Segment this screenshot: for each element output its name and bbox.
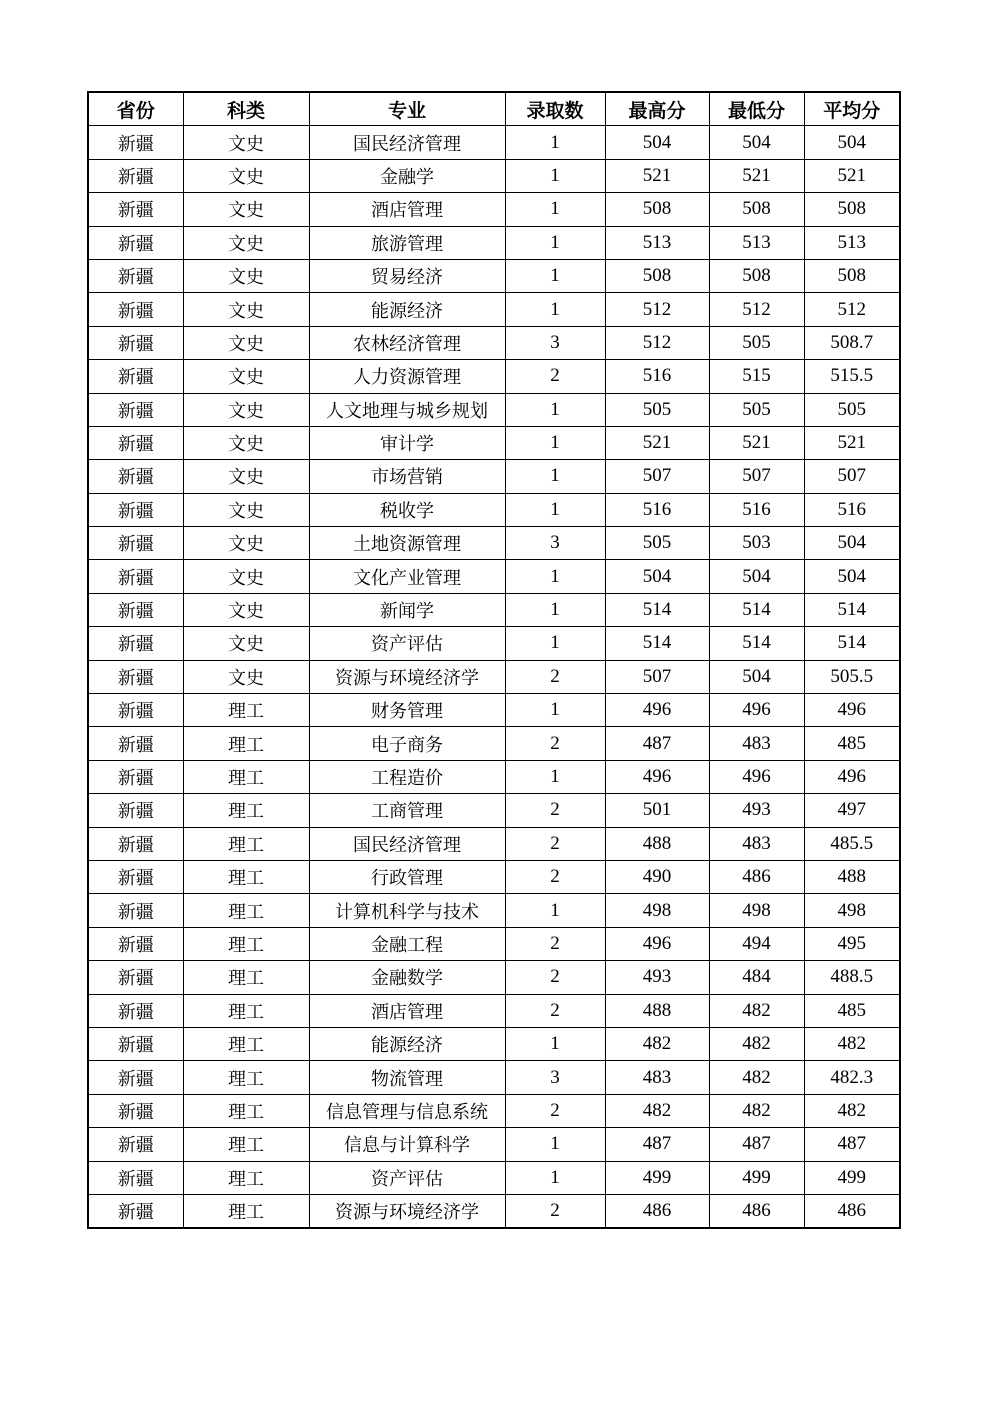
table-row — [88, 1194, 900, 1228]
max-score-cell: 488 — [605, 827, 709, 860]
max-score-cell: 504 — [605, 560, 709, 593]
admitted-count-cell: 2 — [505, 1194, 605, 1228]
max-score-cell: 516 — [605, 493, 709, 526]
admitted-count-cell: 3 — [505, 326, 605, 359]
major-cell: 金融学 — [309, 159, 505, 192]
min-score-cell: 508 — [709, 259, 804, 292]
max-score-cell: 508 — [605, 193, 709, 226]
major-cell: 国民经济管理 — [309, 126, 505, 159]
major-cell: 工程造价 — [309, 760, 505, 793]
category-cell: 文史 — [183, 360, 309, 393]
max-score-cell: 483 — [605, 1061, 709, 1094]
major-cell: 物流管理 — [309, 1061, 505, 1094]
category-cell: 文史 — [183, 126, 309, 159]
admission-score-table — [87, 91, 901, 1229]
major-cell: 新闻学 — [309, 593, 505, 626]
province-cell: 新疆 — [88, 1061, 183, 1094]
admitted-count-cell: 1 — [505, 126, 605, 159]
header-province: 省份 — [88, 92, 183, 126]
avg-score-cell: 514 — [804, 627, 900, 660]
province-cell: 新疆 — [88, 1194, 183, 1228]
admitted-count-cell: 1 — [505, 393, 605, 426]
major-cell: 资源与环境经济学 — [309, 1194, 505, 1228]
category-cell: 理工 — [183, 1061, 309, 1094]
admitted-count-cell: 2 — [505, 994, 605, 1027]
admitted-count-cell: 3 — [505, 527, 605, 560]
table-row — [88, 126, 900, 159]
max-score-cell: 514 — [605, 627, 709, 660]
category-cell: 理工 — [183, 961, 309, 994]
category-cell: 文史 — [183, 493, 309, 526]
max-score-cell: 513 — [605, 226, 709, 259]
min-score-cell: 508 — [709, 193, 804, 226]
table-row — [88, 794, 900, 827]
category-cell: 理工 — [183, 794, 309, 827]
province-cell: 新疆 — [88, 126, 183, 159]
major-cell: 税收学 — [309, 493, 505, 526]
province-cell: 新疆 — [88, 293, 183, 326]
avg-score-cell: 507 — [804, 460, 900, 493]
max-score-cell: 507 — [605, 660, 709, 693]
major-cell: 金融数学 — [309, 961, 505, 994]
category-cell: 文史 — [183, 660, 309, 693]
avg-score-cell: 496 — [804, 694, 900, 727]
major-cell: 行政管理 — [309, 860, 505, 893]
province-cell: 新疆 — [88, 226, 183, 259]
table-row — [88, 694, 900, 727]
table-row — [88, 1061, 900, 1094]
min-score-cell: 514 — [709, 627, 804, 660]
avg-score-cell: 497 — [804, 794, 900, 827]
major-cell: 文化产业管理 — [309, 560, 505, 593]
header-max-score: 最高分 — [605, 92, 709, 126]
province-cell: 新疆 — [88, 193, 183, 226]
province-cell: 新疆 — [88, 493, 183, 526]
table-row — [88, 460, 900, 493]
avg-score-cell: 521 — [804, 426, 900, 459]
province-cell: 新疆 — [88, 627, 183, 660]
province-cell: 新疆 — [88, 1094, 183, 1127]
max-score-cell: 496 — [605, 694, 709, 727]
category-cell: 文史 — [183, 193, 309, 226]
table-row — [88, 1161, 900, 1194]
avg-score-cell: 504 — [804, 126, 900, 159]
header-admitted-count: 录取数 — [505, 92, 605, 126]
province-cell: 新疆 — [88, 894, 183, 927]
min-score-cell: 498 — [709, 894, 804, 927]
table-row — [88, 293, 900, 326]
avg-score-cell: 487 — [804, 1128, 900, 1161]
admitted-count-cell: 1 — [505, 1161, 605, 1194]
avg-score-cell: 504 — [804, 560, 900, 593]
table-row — [88, 727, 900, 760]
category-cell: 文史 — [183, 393, 309, 426]
max-score-cell: 496 — [605, 760, 709, 793]
max-score-cell: 482 — [605, 1027, 709, 1060]
header-row — [88, 92, 900, 126]
min-score-cell: 487 — [709, 1128, 804, 1161]
avg-score-cell: 508.7 — [804, 326, 900, 359]
major-cell: 资源与环境经济学 — [309, 660, 505, 693]
avg-score-cell: 521 — [804, 159, 900, 192]
major-cell: 资产评估 — [309, 627, 505, 660]
avg-score-cell: 513 — [804, 226, 900, 259]
table-row — [88, 1027, 900, 1060]
table-row — [88, 927, 900, 960]
admitted-count-cell: 1 — [505, 259, 605, 292]
category-cell: 文史 — [183, 226, 309, 259]
admitted-count-cell: 1 — [505, 760, 605, 793]
avg-score-cell: 485 — [804, 727, 900, 760]
category-cell: 文史 — [183, 627, 309, 660]
province-cell: 新疆 — [88, 460, 183, 493]
min-score-cell: 503 — [709, 527, 804, 560]
max-score-cell: 505 — [605, 393, 709, 426]
province-cell: 新疆 — [88, 994, 183, 1027]
category-cell: 理工 — [183, 727, 309, 760]
table-row — [88, 326, 900, 359]
province-cell: 新疆 — [88, 159, 183, 192]
province-cell: 新疆 — [88, 560, 183, 593]
province-cell: 新疆 — [88, 360, 183, 393]
avg-score-cell: 488.5 — [804, 961, 900, 994]
category-cell: 文史 — [183, 460, 309, 493]
avg-score-cell: 515.5 — [804, 360, 900, 393]
avg-score-cell: 485 — [804, 994, 900, 1027]
header-category: 科类 — [183, 92, 309, 126]
max-score-cell: 486 — [605, 1194, 709, 1228]
avg-score-cell: 495 — [804, 927, 900, 960]
admitted-count-cell: 2 — [505, 961, 605, 994]
max-score-cell: 512 — [605, 293, 709, 326]
category-cell: 理工 — [183, 994, 309, 1027]
min-score-cell: 496 — [709, 760, 804, 793]
max-score-cell: 514 — [605, 593, 709, 626]
min-score-cell: 505 — [709, 326, 804, 359]
max-score-cell: 482 — [605, 1094, 709, 1127]
province-cell: 新疆 — [88, 1161, 183, 1194]
category-cell: 理工 — [183, 860, 309, 893]
province-cell: 新疆 — [88, 727, 183, 760]
avg-score-cell: 504 — [804, 527, 900, 560]
max-score-cell: 516 — [605, 360, 709, 393]
min-score-cell: 483 — [709, 827, 804, 860]
header-avg-score: 平均分 — [804, 92, 900, 126]
admitted-count-cell: 1 — [505, 627, 605, 660]
admitted-count-cell: 1 — [505, 1128, 605, 1161]
major-cell: 旅游管理 — [309, 226, 505, 259]
admitted-count-cell: 2 — [505, 927, 605, 960]
major-cell: 计算机科学与技术 — [309, 894, 505, 927]
avg-score-cell: 486 — [804, 1194, 900, 1228]
category-cell: 文史 — [183, 293, 309, 326]
province-cell: 新疆 — [88, 593, 183, 626]
major-cell: 人文地理与城乡规划 — [309, 393, 505, 426]
min-score-cell: 513 — [709, 226, 804, 259]
table-row — [88, 393, 900, 426]
min-score-cell: 493 — [709, 794, 804, 827]
table-row — [88, 894, 900, 927]
province-cell: 新疆 — [88, 1128, 183, 1161]
province-cell: 新疆 — [88, 326, 183, 359]
admitted-count-cell: 1 — [505, 460, 605, 493]
province-cell: 新疆 — [88, 393, 183, 426]
avg-score-cell: 482 — [804, 1027, 900, 1060]
category-cell: 文史 — [183, 527, 309, 560]
province-cell: 新疆 — [88, 927, 183, 960]
province-cell: 新疆 — [88, 961, 183, 994]
province-cell: 新疆 — [88, 426, 183, 459]
max-score-cell: 487 — [605, 1128, 709, 1161]
table-row — [88, 860, 900, 893]
admitted-count-cell: 3 — [505, 1061, 605, 1094]
max-score-cell: 507 — [605, 460, 709, 493]
min-score-cell: 504 — [709, 126, 804, 159]
avg-score-cell: 514 — [804, 593, 900, 626]
admitted-count-cell: 1 — [505, 293, 605, 326]
major-cell: 资产评估 — [309, 1161, 505, 1194]
table-body — [88, 126, 900, 1228]
category-cell: 文史 — [183, 259, 309, 292]
min-score-cell: 499 — [709, 1161, 804, 1194]
table-row — [88, 159, 900, 192]
admitted-count-cell: 2 — [505, 360, 605, 393]
province-cell: 新疆 — [88, 694, 183, 727]
min-score-cell: 482 — [709, 994, 804, 1027]
table-row — [88, 593, 900, 626]
category-cell: 理工 — [183, 894, 309, 927]
max-score-cell: 498 — [605, 894, 709, 927]
min-score-cell: 505 — [709, 393, 804, 426]
major-cell: 市场营销 — [309, 460, 505, 493]
avg-score-cell: 512 — [804, 293, 900, 326]
avg-score-cell: 505.5 — [804, 660, 900, 693]
major-cell: 能源经济 — [309, 293, 505, 326]
category-cell: 理工 — [183, 927, 309, 960]
max-score-cell: 496 — [605, 927, 709, 960]
province-cell: 新疆 — [88, 259, 183, 292]
table-row — [88, 226, 900, 259]
avg-score-cell: 516 — [804, 493, 900, 526]
max-score-cell: 521 — [605, 159, 709, 192]
min-score-cell: 482 — [709, 1094, 804, 1127]
category-cell: 理工 — [183, 1194, 309, 1228]
admitted-count-cell: 1 — [505, 193, 605, 226]
major-cell: 能源经济 — [309, 1027, 505, 1060]
admitted-count-cell: 2 — [505, 727, 605, 760]
province-cell: 新疆 — [88, 760, 183, 793]
major-cell: 信息管理与信息系统 — [309, 1094, 505, 1127]
min-score-cell: 486 — [709, 1194, 804, 1228]
min-score-cell: 521 — [709, 159, 804, 192]
major-cell: 酒店管理 — [309, 994, 505, 1027]
major-cell: 信息与计算科学 — [309, 1128, 505, 1161]
table-row — [88, 827, 900, 860]
max-score-cell: 499 — [605, 1161, 709, 1194]
province-cell: 新疆 — [88, 1027, 183, 1060]
min-score-cell: 507 — [709, 460, 804, 493]
major-cell: 土地资源管理 — [309, 527, 505, 560]
admission-table-container — [87, 91, 899, 1229]
table-row — [88, 360, 900, 393]
min-score-cell: 504 — [709, 660, 804, 693]
admitted-count-cell: 2 — [505, 1094, 605, 1127]
max-score-cell: 505 — [605, 527, 709, 560]
admitted-count-cell: 1 — [505, 226, 605, 259]
category-cell: 文史 — [183, 159, 309, 192]
admitted-count-cell: 1 — [505, 593, 605, 626]
min-score-cell: 516 — [709, 493, 804, 526]
category-cell: 理工 — [183, 1161, 309, 1194]
table-row — [88, 961, 900, 994]
avg-score-cell: 485.5 — [804, 827, 900, 860]
major-cell: 电子商务 — [309, 727, 505, 760]
table-row — [88, 760, 900, 793]
admitted-count-cell: 2 — [505, 794, 605, 827]
admitted-count-cell: 1 — [505, 894, 605, 927]
min-score-cell: 482 — [709, 1027, 804, 1060]
category-cell: 文史 — [183, 593, 309, 626]
category-cell: 理工 — [183, 1128, 309, 1161]
max-score-cell: 501 — [605, 794, 709, 827]
major-cell: 人力资源管理 — [309, 360, 505, 393]
max-score-cell: 487 — [605, 727, 709, 760]
major-cell: 金融工程 — [309, 927, 505, 960]
major-cell: 农林经济管理 — [309, 326, 505, 359]
max-score-cell: 521 — [605, 426, 709, 459]
max-score-cell: 504 — [605, 126, 709, 159]
max-score-cell: 490 — [605, 860, 709, 893]
table-row — [88, 1128, 900, 1161]
province-cell: 新疆 — [88, 527, 183, 560]
min-score-cell: 521 — [709, 426, 804, 459]
category-cell: 理工 — [183, 694, 309, 727]
category-cell: 文史 — [183, 426, 309, 459]
admitted-count-cell: 1 — [505, 159, 605, 192]
category-cell: 理工 — [183, 1027, 309, 1060]
min-score-cell: 486 — [709, 860, 804, 893]
avg-score-cell: 488 — [804, 860, 900, 893]
avg-score-cell: 496 — [804, 760, 900, 793]
min-score-cell: 512 — [709, 293, 804, 326]
category-cell: 文史 — [183, 326, 309, 359]
province-cell: 新疆 — [88, 860, 183, 893]
table-row — [88, 560, 900, 593]
admitted-count-cell: 2 — [505, 860, 605, 893]
header-major: 专业 — [309, 92, 505, 126]
table-row — [88, 1094, 900, 1127]
min-score-cell: 496 — [709, 694, 804, 727]
min-score-cell: 483 — [709, 727, 804, 760]
major-cell: 酒店管理 — [309, 193, 505, 226]
province-cell: 新疆 — [88, 827, 183, 860]
admitted-count-cell: 1 — [505, 493, 605, 526]
max-score-cell: 488 — [605, 994, 709, 1027]
table-row — [88, 426, 900, 459]
max-score-cell: 493 — [605, 961, 709, 994]
major-cell: 财务管理 — [309, 694, 505, 727]
category-cell: 理工 — [183, 760, 309, 793]
major-cell: 工商管理 — [309, 794, 505, 827]
avg-score-cell: 482.3 — [804, 1061, 900, 1094]
admitted-count-cell: 2 — [505, 660, 605, 693]
table-row — [88, 627, 900, 660]
header-min-score: 最低分 — [709, 92, 804, 126]
province-cell: 新疆 — [88, 794, 183, 827]
min-score-cell: 494 — [709, 927, 804, 960]
major-cell: 国民经济管理 — [309, 827, 505, 860]
major-cell: 贸易经济 — [309, 259, 505, 292]
max-score-cell: 508 — [605, 259, 709, 292]
table-row — [88, 994, 900, 1027]
avg-score-cell: 508 — [804, 193, 900, 226]
avg-score-cell: 499 — [804, 1161, 900, 1194]
table-row — [88, 527, 900, 560]
min-score-cell: 482 — [709, 1061, 804, 1094]
table-row — [88, 660, 900, 693]
category-cell: 文史 — [183, 560, 309, 593]
min-score-cell: 515 — [709, 360, 804, 393]
avg-score-cell: 498 — [804, 894, 900, 927]
max-score-cell: 512 — [605, 326, 709, 359]
admitted-count-cell: 1 — [505, 426, 605, 459]
admitted-count-cell: 2 — [505, 827, 605, 860]
admitted-count-cell: 1 — [505, 1027, 605, 1060]
avg-score-cell: 482 — [804, 1094, 900, 1127]
avg-score-cell: 508 — [804, 259, 900, 292]
province-cell: 新疆 — [88, 660, 183, 693]
avg-score-cell: 505 — [804, 393, 900, 426]
admitted-count-cell: 1 — [505, 560, 605, 593]
min-score-cell: 484 — [709, 961, 804, 994]
major-cell: 审计学 — [309, 426, 505, 459]
category-cell: 理工 — [183, 1094, 309, 1127]
table-row — [88, 259, 900, 292]
category-cell: 理工 — [183, 827, 309, 860]
min-score-cell: 514 — [709, 593, 804, 626]
table-row — [88, 193, 900, 226]
min-score-cell: 504 — [709, 560, 804, 593]
table-row — [88, 493, 900, 526]
admitted-count-cell: 1 — [505, 694, 605, 727]
